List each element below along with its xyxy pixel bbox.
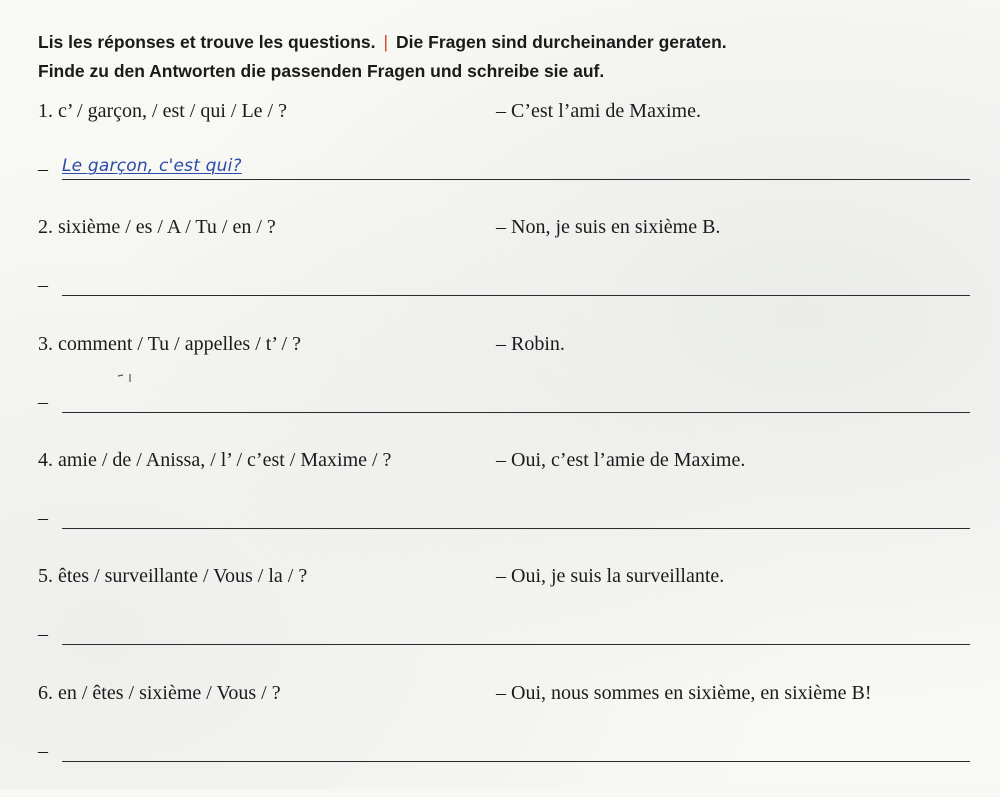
exercise-words: amie / de / Anissa, / l’ / c’est / Maxime / ? (58, 449, 392, 471)
exercise-answer: – Oui, je suis la surveillante. (496, 565, 725, 587)
exercise-question (38, 449, 391, 472)
exercise-question (38, 565, 307, 588)
instructions-german: Die Fragen sind durcheinander geraten. (396, 32, 727, 52)
exercise-answer: – Oui, c’est l’amie de Maxime. (496, 449, 746, 471)
answer-dash: – (38, 391, 48, 413)
exercise-number: 1. (38, 100, 53, 122)
exercise-answer: – Robin. (496, 333, 565, 355)
exercise-question (38, 216, 276, 239)
exercise-3 (0, 333, 1000, 448)
exercise-number: 3. (38, 333, 53, 355)
exercise-number: 5. (38, 565, 53, 587)
exercise-question (38, 682, 281, 705)
instructions (38, 28, 727, 86)
instructions-separator: | (383, 32, 389, 52)
exercise-6 (0, 682, 1000, 797)
answer-line[interactable] (62, 295, 970, 296)
instructions-line-1 (38, 28, 727, 57)
instructions-line-2: Finde zu den Antworten die passenden Fragen und schreibe sie auf. (38, 61, 605, 81)
pencil-mark-icon (117, 372, 135, 384)
exercise-number: 6. (38, 682, 53, 704)
answer-dash: – (38, 740, 48, 762)
exercise-answer: – C’est l’ami de Maxime. (496, 100, 701, 122)
instructions-french: Lis les réponses et trouve les questions. (38, 32, 376, 52)
exercise-5 (0, 565, 1000, 680)
exercise-number: 2. (38, 216, 53, 238)
exercise-words: êtes / surveillante / Vous / la / ? (58, 565, 308, 587)
answer-line[interactable] (62, 644, 970, 645)
exercise-number: 4. (38, 449, 53, 471)
exercise-4 (0, 449, 1000, 564)
handwritten-answer[interactable]: Le garçon, c'est qui? (62, 156, 242, 176)
answer-line[interactable] (62, 528, 970, 529)
answer-dash: – (38, 623, 48, 645)
answer-dash: – (38, 274, 48, 296)
exercise-words: en / êtes / sixième / Vous / ? (58, 682, 281, 704)
exercise-words: comment / Tu / appelles / t’ / ? (58, 333, 301, 355)
answer-dash: – (38, 158, 48, 180)
exercise-words: sixième / es / A / Tu / en / ? (58, 216, 276, 238)
answer-line[interactable] (62, 179, 970, 180)
exercise-answer: – Non, je suis en sixième B. (496, 216, 721, 238)
exercise-1 (0, 100, 1000, 215)
exercise-question (38, 333, 301, 356)
answer-dash: – (38, 507, 48, 529)
exercise-answer: – Oui, nous sommes en sixième, en sixième B! (496, 682, 872, 704)
answer-line[interactable] (62, 412, 970, 413)
exercise-question (38, 100, 287, 123)
exercise-words: c’ / garçon, / est / qui / Le / ? (58, 100, 287, 122)
exercise-2 (0, 216, 1000, 331)
answer-line[interactable] (62, 761, 970, 762)
